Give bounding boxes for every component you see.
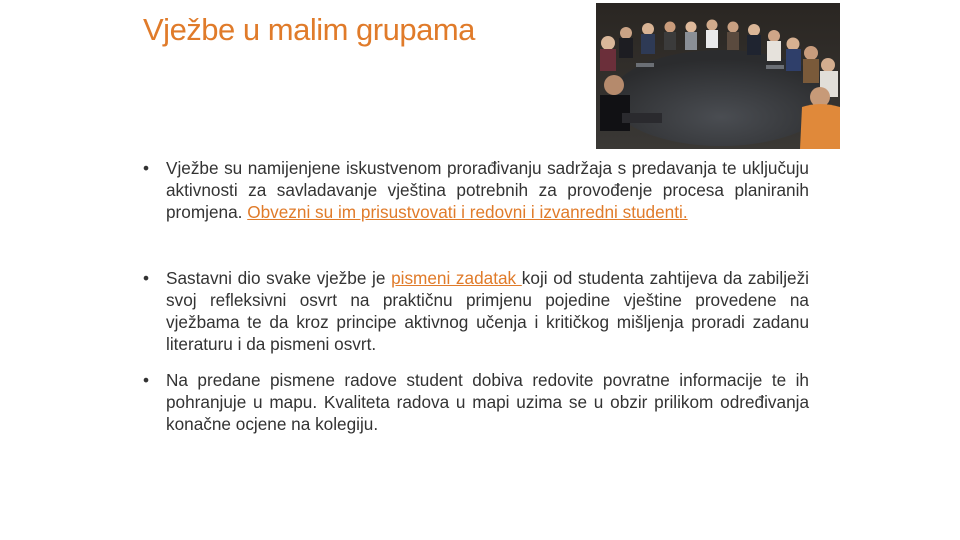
bullet-text: Na predane pismene radove student dobiva redovite povratne informacije te ih pohranjuje u mapu. Kvaliteta radova u mapi uzima se u obzir prilikom određivanja konačne ocjene na kolegiju.: [166, 370, 809, 434]
bullet-text: Vježbe su namijenjene iskustvenom prorađivanju sadržaja s predavanja te uključuju aktivnosti za savladavanje vještina potrebnih za provođenje procesa planiranih promjena.: [166, 158, 809, 222]
group-circle-photo-icon: [596, 3, 840, 149]
bullet-item: [143, 369, 809, 435]
bullet-highlight: Obvezni su im prisustvovati i redovni i izvanredni studenti.: [247, 202, 688, 222]
slide-title: Vježbe u malim grupama: [143, 12, 475, 47]
bullet-item: [143, 157, 809, 223]
bullet-dot: •: [143, 268, 150, 288]
bullet-text: Sastavni dio svake vježbe je: [166, 268, 392, 288]
bullet-highlight: pismeni zadatak: [391, 268, 522, 288]
group-photo: [596, 3, 840, 149]
bullet-list: [143, 157, 809, 435]
bullet-dot: •: [143, 370, 150, 390]
bullet-text-after: koji od studenta zahtijeva da zabilježi svoj refleksivni osvrt na praktičnu primjenu pojedine vještine provedene na vježbama te da kroz principe aktivnog učenja i kritičkog mišljenja proradi zadanu literaturu i da pismeni osvrt.: [166, 268, 809, 354]
bullet-dot: •: [143, 158, 150, 178]
bullet-item: [143, 267, 809, 355]
